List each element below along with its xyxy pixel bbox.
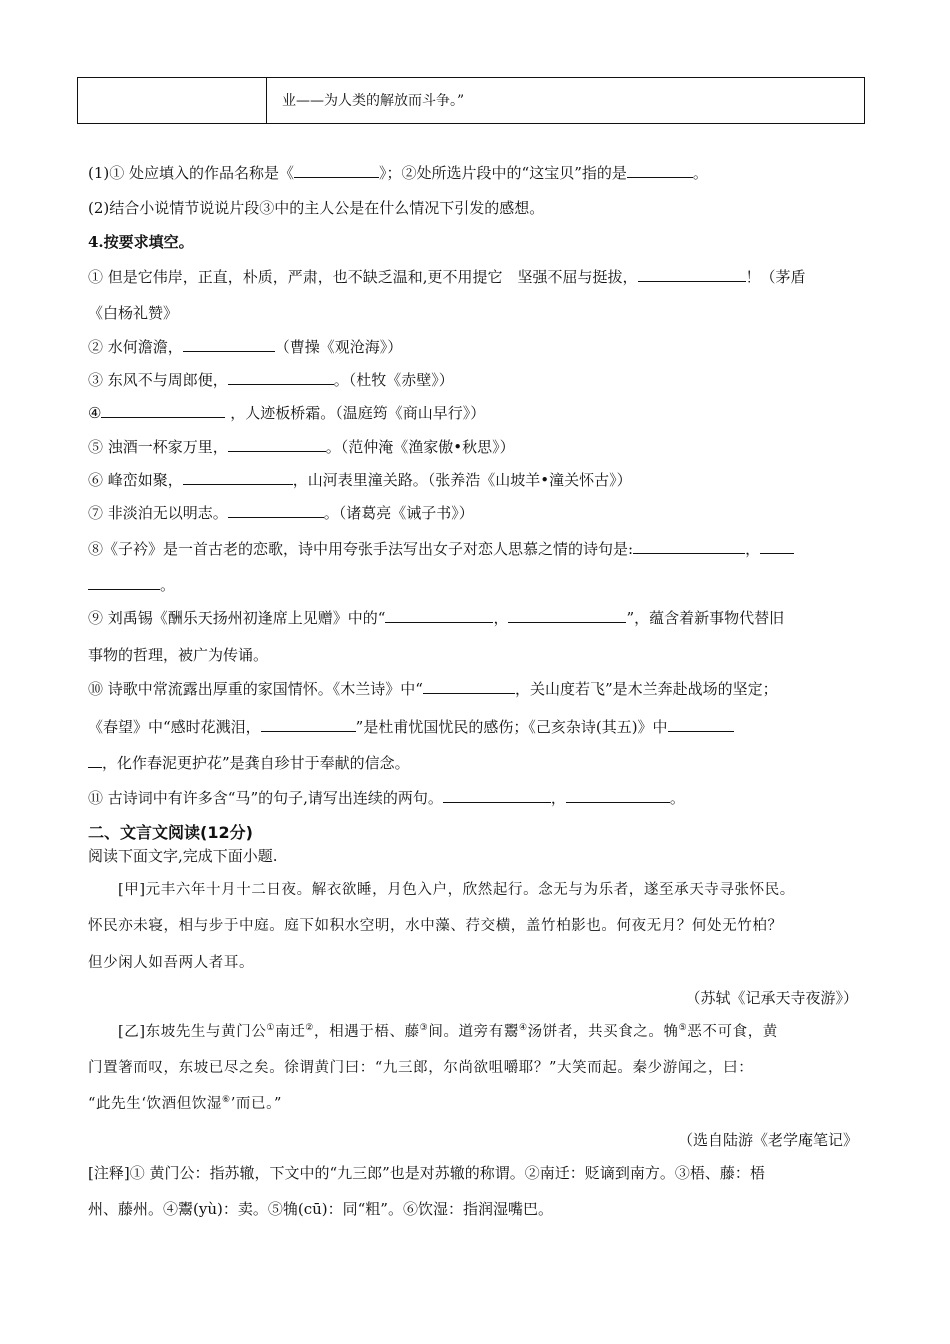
passage-jia-line-3: 但少闲人如吾两人者耳。 <box>88 955 255 971</box>
q4-item-3: ③ 东风不与周郎便， 。（杜牧《赤壁》） <box>88 371 454 389</box>
q4-item-10: ⑩ 诗歌中常流露出厚重的家国情怀。《木兰诗》中“ ，关山度若飞”是木兰奔赴战场的坚定； <box>88 680 778 698</box>
passage-yi-line-1: [乙]东坡先生与黄门公①南迁②，相遇于梧、藤③间。道旁有鬻④汤饼者，共买食之。觕⑤恶不可食，黄 <box>118 1023 778 1040</box>
q4-title: 4.按要求填空。 <box>88 233 194 251</box>
blank[interactable] <box>627 163 693 178</box>
q4-item-1: ① 但是它伟岸，正直，朴质，严肃，也不缺乏温和,更不用提它 坚强不屈与挺拔， ！（茅盾 <box>88 268 806 286</box>
blank[interactable] <box>228 370 334 385</box>
blank[interactable] <box>183 470 293 485</box>
annotation-line-1: [注释]① 黄门公：指苏辙，下文中的“九三郎”也是对苏辙的称谓。②南迁：贬谪到南方。③梧、藤：梧 <box>88 1164 765 1182</box>
q3-part2: (2)结合小说情节说说片段③中的主人公是在什么情况下引发的感想。 <box>88 199 545 217</box>
passage-jia-source: （苏轼《记承天寺夜游》） <box>685 989 858 1007</box>
section-instruction: 阅读下面文字,完成下面小题. <box>88 847 278 865</box>
q4-item-11: ⑪ 古诗词中有许多含“马”的句子,请写出连续的两句。 ， 。 <box>88 789 685 807</box>
passage-yi-line-2: 门置箸而叹，东坡已尽之矣。徐谓黄门曰：“九三郎，尔尚欲咀嚼耶？”大笑而起。秦少游闻之，曰： <box>88 1060 754 1076</box>
q4-item-9-cont: 事物的哲理，被广为传诵。 <box>88 646 269 664</box>
section-title: 二、文言文阅读(12分) <box>88 823 253 842</box>
q4-item-6: ⑥ 峰峦如聚， ，山河表里潼关路。（张养浩《山坡羊•潼关怀古》） <box>88 471 632 489</box>
table-cell-text: 业——为人类的解放而斗争。” <box>282 93 465 109</box>
passage-yi-source: （选自陆游《老学庵笔记》 <box>677 1131 858 1149</box>
q4-item-4: ④ ，人迹板桥霜。（温庭筠《商山早行》） <box>88 404 486 422</box>
blank[interactable] <box>668 717 734 732</box>
answer-table <box>77 77 865 124</box>
blank[interactable] <box>294 163 379 178</box>
blank[interactable] <box>423 679 515 694</box>
blank[interactable] <box>633 539 745 554</box>
passage-jia-line-1: [甲]元丰六年十月十二日夜。解衣欲睡，月色入户，欣然起行。念无与为乐者，遂至承天寺寻张怀民。 <box>118 882 795 898</box>
q3-part1: (1)① 处应填入的作品名称是《 》；②处所选片段中的“这宝贝”指的是 。 <box>88 164 708 182</box>
blank[interactable] <box>183 337 275 352</box>
q4-item-5: ⑤ 浊酒一杯家万里， 。（范仲淹《渔家傲•秋思》） <box>88 438 515 456</box>
blank[interactable] <box>228 437 326 452</box>
q4-item-10-cont2: ，化作春泥更护花”是龚自珍甘于奉献的信念。 <box>88 752 410 773</box>
q4-item-2: ② 水何澹澹， （曹操《观沧海》） <box>88 338 403 356</box>
blank[interactable] <box>638 267 746 282</box>
q4-item-1-cont: 《白杨礼赞》 <box>88 304 179 322</box>
blank[interactable] <box>88 753 102 768</box>
table-divider <box>266 78 267 123</box>
annotation-line-2: 州、藤州。④鬻(yù)：卖。⑤觕(cū)：同“粗”。⑥饮湿：指润湿嘴巴。 <box>88 1200 553 1218</box>
blank[interactable] <box>228 503 324 518</box>
blank[interactable] <box>261 717 356 732</box>
q4-item-10-cont1: 《春望》中“感时花溅泪， ”是杜甫忧国忧民的感伤；《己亥杂诗(其五)》中 <box>88 716 734 737</box>
q4-item-7: ⑦ 非淡泊无以明志。 。（诸葛亮《诫子书》） <box>88 504 474 522</box>
blank[interactable] <box>760 539 794 554</box>
blank[interactable] <box>443 788 551 803</box>
blank[interactable] <box>566 788 670 803</box>
q4-item-8-cont: 。 <box>88 574 175 595</box>
blank[interactable] <box>88 575 160 590</box>
passage-jia-line-2: 怀民亦未寝，相与步于中庭。庭下如积水空明，水中藻、荇交横，盖竹柏影也。何夜无月？何处无竹柏？ <box>88 918 783 934</box>
q4-item-9: ⑨ 刘禹锡《酬乐天扬州初逢席上见赠》中的“ ， ”，蕴含着新事物代替旧 <box>88 609 785 627</box>
passage-yi-line-3: “此先生‘饮酒但饮湿⑥’而已。” <box>88 1095 282 1112</box>
blank[interactable] <box>508 608 626 623</box>
blank[interactable] <box>385 608 493 623</box>
blank[interactable] <box>101 403 225 418</box>
q4-item-8: ⑧《子衿》是一首古老的恋歌，诗中用夸张手法写出女子对恋人思慕之情的诗句是: ， <box>88 538 794 559</box>
